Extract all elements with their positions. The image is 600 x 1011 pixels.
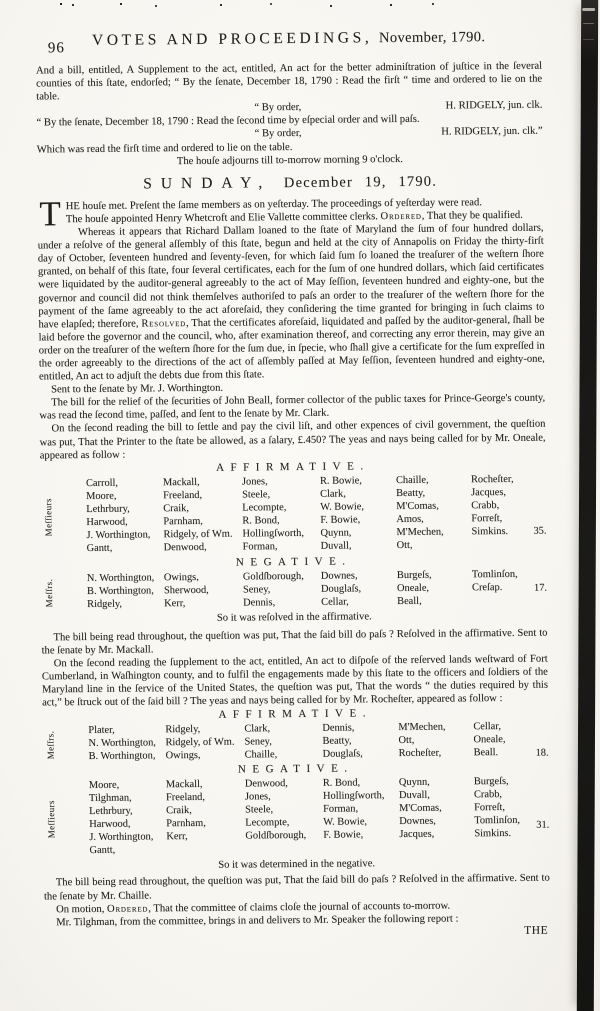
voter-name: Mackall, (162, 476, 200, 488)
voter-name: R. Bond, (242, 514, 280, 527)
voter-name: Steele, (242, 488, 271, 501)
vote1-neg-col-5 (397, 568, 472, 609)
session-date: December 19, 1790. (283, 173, 438, 191)
voter-name: J. Worthington, (86, 529, 151, 541)
vote2-neg-col-4 (323, 776, 400, 857)
vote2-aff-col-1 (88, 724, 165, 765)
voter-name: M'Comas, (396, 500, 439, 512)
voter-name: Lethrbury, (89, 805, 133, 818)
messieurs-label: Meſſieurs (43, 497, 54, 537)
voter-name: Dennis, (243, 596, 276, 609)
vote2-negative-heading: NEGATIVE. (237, 762, 354, 776)
voter-name: M'Mechen, (398, 721, 446, 734)
vote1-negative-table (41, 567, 547, 612)
text-run: Ordered (380, 210, 422, 223)
messrs-label: Meſſrs. (45, 731, 56, 761)
text-run: Ordered (106, 903, 149, 915)
voter-name: Carroll, (85, 477, 119, 489)
voter-name: Burgeſs, (396, 569, 432, 581)
voter-name: Duvall, (398, 790, 430, 802)
voter-name: Forreſt, (474, 802, 506, 814)
text-run: The houſe appointed Henry Whetcroft and Elie Vallette committee clerks. (65, 211, 381, 226)
vote1-affirmative-table (40, 472, 547, 557)
vote1-negative-heading: NEGATIVE. (235, 555, 352, 569)
voter-name: Hollingſworth, (242, 527, 304, 540)
voter-name: Amos, (396, 513, 424, 525)
page-content (36, 30, 551, 943)
spine-glint (582, 8, 595, 11)
voter-name: Tomlinſon, (474, 815, 521, 827)
catchword: THE (524, 924, 549, 937)
voter-name: Steele, (245, 804, 274, 816)
voter-name: Clark, (320, 488, 346, 500)
voter-name: Freeland, (163, 489, 203, 501)
voter-name: Denwood, (244, 778, 288, 790)
paragraph-tilghman-report: Mr. Tilghman, from the committee, brings in and delivers to Mr. Speaker the following report : (56, 913, 459, 929)
vote2-aff-col-4 (322, 721, 398, 762)
voter-name: W. Bowie, (323, 816, 368, 829)
voter-name: Simkins. (474, 828, 512, 840)
voter-name: Jones, (241, 475, 268, 488)
voter-name: Beall, (397, 595, 422, 607)
voter-name: Kerr, (166, 831, 188, 843)
vote2-neg-col-6 (474, 775, 521, 855)
voter-name: Lecompte, (242, 501, 287, 514)
paragraph-read-first-time: Which was read the firſt time and ordered to lie on the table. (36, 141, 293, 156)
voter-name: Crabb, (473, 789, 503, 801)
messrs-label: Meſſrs. (43, 578, 55, 608)
text-run: Whereas it appears that Richard Dallam loaned to the ſtate of Maryland the ſum of four hundred dollars, under a reſolve of the general aſſembly of this ſtate, begun and held at the city of Annapolis on Friday the thirty-firſt day of October, ſeventeen hundred and ſeventy-ſeven, for which ſaid ſum ſo loaned the treaſurer of the weſtern ſhore granted, on behalf of this ſtate, four ſeveral certificates, each for the ſum of one hundred dollars, which ſaid certificates were liquidated by the auditor-general agreeably to the act of May ſeſſion, ſeventeen hundred and eighty-one, but the governor and council did not think themſelves authoriſed to paſs an order to the treaſurer of the weſtern ſhore for the payment of the ſame agreeably to the act aforeſaid, they conſidering the time granted for bringing in ſuch claims to have elapſed; therefore, (37, 222, 545, 331)
voter-name: N. Worthington, (86, 572, 155, 584)
voter-name: Quynn, (398, 777, 430, 789)
voter-name: Ridgely, (165, 724, 201, 736)
voter-name: Douglaſs, (320, 583, 362, 595)
voter-name: Owings, (165, 750, 201, 762)
running-title-main: VOTES AND PROCEEDINGS, (91, 29, 373, 49)
voter-name: Chaille, (244, 749, 278, 761)
voter-name: M'Comas, (399, 802, 442, 815)
voter-name: Oneale, (473, 734, 506, 746)
voter-name: Rocheſter, (398, 747, 442, 760)
voter-name: Downes, (320, 570, 358, 582)
vote1-aff-col-4 (320, 474, 397, 555)
voter-name: Crabb, (471, 499, 500, 512)
voter-name: Forman, (323, 803, 359, 816)
voter-name: Kerr, (164, 597, 186, 609)
voter-name: F. Bowie, (320, 514, 361, 526)
vote2-aff-col-3 (244, 722, 322, 763)
voter-name: Ott, (398, 735, 415, 747)
paragraph-senate-second-reading: “ By the ſenate, December 18, 1790 : Read the ſecond time by eſpecial order and will paſs. (36, 114, 420, 129)
voter-name: Gantt, (89, 845, 116, 857)
vote1-neg-col-4 (321, 569, 397, 610)
drop-cap: T (39, 194, 61, 234)
vote1-neg-col-1 (87, 571, 164, 612)
voter-name: Ridgely, (87, 598, 123, 610)
by-order-label-2: “ By order, (254, 128, 302, 140)
vote1-neg-col-2 (164, 570, 243, 611)
voter-name: Beatty, (322, 735, 352, 748)
page-header (36, 30, 542, 61)
vote2-aff-col-2 (165, 723, 244, 764)
voter-name: Burgeſs, (473, 776, 509, 788)
paragraph-bill-supplement: And a bill, entitled, A Supplement to the act, entitled, An act for the better adminiſtration of juſtice in the ſeveral counties of this ſtate, endorſed; “ By the ſenate, December 18, 1790 : Read the firſt “ time and ordered to lie on the table. (35, 60, 543, 103)
voter-name: Beall. (473, 747, 499, 759)
voter-name: Clark, (244, 723, 271, 735)
paragraph-sent-worthington: Sent to the ſenate by Mr. J. Worthington. (51, 382, 224, 396)
voter-name: Moore, (86, 490, 117, 502)
paragraph-civil-list: On the ſecond reading the bill to ſettle and pay the civil liſt, and other expences of civil government, the queſtion was put, That the Printer to the ſtate be allowed, as a ſalary, £.450? The yeas and nays being called for by Mr. Oneale, appeared as follow : (39, 419, 546, 462)
voter-name: W. Bowie, (320, 501, 365, 513)
voter-name: Seney, (244, 736, 272, 748)
vote2-neg-col-3 (245, 777, 324, 858)
voter-name: Cellar, (473, 721, 501, 733)
voter-name: Duvall, (320, 540, 352, 552)
voter-name: J. Worthington, (89, 831, 154, 844)
voter-name: Ridgely, of Wm. (163, 528, 233, 540)
voter-name: Goldſborough, (245, 830, 307, 842)
voter-name: Craik, (166, 805, 192, 817)
paragraph-bill-pass-1: The bill being read throughout, the queſtion was put, That the ſaid bill do paſs ? Reſolved in the affirmative. Sent to the ſenate by Mr. Mackall. (41, 627, 548, 657)
voter-name: Hollingſworth, (322, 790, 385, 803)
voter-name: Quynn, (320, 527, 352, 539)
voter-name: Simkins. (471, 525, 509, 538)
page-number: 96 (47, 40, 65, 57)
voter-name: Rocheſter, (470, 473, 514, 486)
voter-name: Denwood, (163, 541, 207, 553)
vote2-affirmative-table (42, 720, 548, 765)
voter-name: R. Bowie, (319, 475, 362, 487)
vote1-aff-col-3 (242, 474, 321, 555)
voter-name: Freeland, (165, 792, 205, 804)
voter-name: B. Worthington, (86, 585, 154, 597)
text-run: , That the certificates aforeſaid, liquidated and paſſed by the auditor-general, ſhall be laid before the governor and the council, who, after examination thereof, and correcting any error therein, may give an order on the treaſurer of the weſtern ſhore for the ſum due, in ſpecie, who ſhall give a certificate for the ſum expreſſed in the order agreeably to the directions of the act of aſſembly paſſed at May ſeſſion, ſeventeen hundred and eighty-one, entitled, An act to adjuſt the debts due from this ſtate. (38, 314, 545, 383)
running-title (36, 30, 542, 50)
vote1-affirmative-count: 35. (533, 525, 547, 537)
text-run: Resolved (141, 317, 187, 330)
scan-specks (60, 3, 62, 5)
voter-name: Harwood, (89, 818, 131, 831)
paragraph-bill-pass-2: The bill being read throughout, the queſtion was put, That the ſaid bill do paſs ? Reſolved in the affirmative. Sent to the ſenate by Mr. Chaille. (43, 873, 550, 902)
vote2-affirmative-heading: AFFIRMATIVE. (218, 707, 372, 722)
session-day: SUNDAY, (143, 173, 272, 193)
voter-name: Forreſt, (471, 512, 503, 525)
vote2-neg-col-2 (166, 778, 246, 859)
vote1-neg-col-6 (472, 568, 518, 608)
vote1-aff-col-2 (163, 475, 243, 556)
vote1-affirmative-heading: AFFIRMATIVE. (216, 459, 370, 474)
voter-name: Dennis, (322, 722, 355, 735)
house-met-text: HE houſe met. Preſent the ſame members as on yeſterday. The proceedings of yeſterday were read. (65, 197, 482, 213)
voter-name: Lecompte, (245, 817, 290, 829)
paragraph-fort-cumberland: On the ſecond reading the ſupplement to the act, entitled, An act to diſpoſe of the reſerved lands weſtward of Fort Cumberland, in Waſhington county, and to fulfil the engagements made by this ſtate to the officers and ſoldiers of the Maryland line in the ſervice of the United States, the queſtion was put, That the words “ the duties required by this act,” be ſtruck out of the ſaid bill ? The yeas and nays being called for by Mr. Rocheſter, appeared as follow : (41, 653, 548, 709)
clerk-signature-2: H. RIDGELY, jun. clk.” (441, 126, 543, 139)
voter-name: Sherwood, (163, 584, 209, 596)
voter-name: Harwood, (86, 516, 128, 528)
voter-name: Douglaſs, (322, 748, 363, 761)
voter-name: Cellar, (321, 596, 349, 608)
voter-name: Owings, (163, 571, 199, 583)
voter-name: Downes, (399, 816, 436, 828)
paragraph-whereas-dallam (37, 222, 544, 384)
voter-name: N. Worthington, (88, 737, 156, 750)
voter-name: Mackall, (165, 779, 203, 791)
vote2-aff-col-6 (473, 720, 505, 760)
vote1-result: So it was reſolved in the affirmative. (216, 610, 372, 624)
voter-name: Oneale, (396, 582, 430, 594)
voter-name: M'Mechen, (396, 526, 444, 538)
text-run: On motion, (56, 903, 108, 915)
voter-name: Forman, (242, 540, 278, 553)
vote2-negative-count: 31. (536, 819, 550, 832)
session-heading (37, 173, 543, 193)
voter-name: Tomlinſon, (471, 568, 518, 581)
voter-name: Moore, (88, 780, 120, 792)
vote1-neg-col-3 (243, 569, 321, 610)
vote2-aff-col-5 (398, 721, 473, 762)
voter-name: Goldſborough, (242, 570, 304, 583)
vote2-neg-col-1 (89, 779, 167, 860)
book-spine-shadow (577, 0, 598, 1011)
voter-name: Jacques, (471, 486, 507, 499)
voter-name: F. Bowie, (323, 829, 364, 842)
voter-name: B. Worthington, (88, 750, 156, 763)
voter-name: Creſap. (471, 581, 503, 594)
paragraph-beall-relief: The bill for the relief of the ſecurities of John Beall, former collector of the public taxes for Prince-George's county, was read the ſecond time, paſſed, and ſent to the ſenate by Mr. Clark. (39, 392, 546, 422)
voter-name: Lethrbury, (86, 503, 130, 515)
vote2-affirmative-count: 18. (535, 747, 549, 760)
vote2-negative-table (43, 775, 550, 860)
vote2-result: So it was determined in the negative. (218, 858, 376, 872)
voter-name: Ott, (396, 539, 413, 551)
vote1-aff-col-1 (86, 476, 164, 557)
clerk-signature-1: H. RIDGELY, jun. clk. (445, 99, 543, 112)
messieurs-label: Meſſieurs (46, 800, 57, 839)
voter-name: Plater, (88, 725, 115, 737)
voter-name: Craik, (163, 502, 189, 514)
by-order-label-1: “ By order, (254, 102, 302, 114)
voter-name: Parnham, (166, 818, 206, 830)
running-title-date: November, 1790. (378, 29, 486, 47)
voter-name: Beatty, (396, 487, 426, 499)
text-run: , That the committee of claims cloſe the journal of accounts to-morrow. (148, 900, 451, 915)
paragraph-adjourn: The houſe adjourns till to-morrow morning 9 o'clock. (176, 153, 403, 167)
vote1-negative-count: 17. (533, 582, 548, 594)
voter-name: Gantt, (86, 542, 113, 554)
voter-name: Jones, (244, 791, 271, 803)
text-run: , That they be qualified. (421, 209, 523, 222)
vote2-neg-col-5 (399, 776, 475, 857)
voter-name: Tilghman, (88, 792, 132, 805)
voter-name: Jacques, (399, 829, 435, 841)
voter-name: R. Bond, (322, 777, 361, 790)
vote1-aff-col-6 (471, 473, 514, 553)
voter-name: Chaille, (395, 474, 429, 486)
voter-name: Ridgely, of Wm. (165, 736, 235, 749)
voter-name: Seney, (242, 583, 271, 596)
vote1-aff-col-5 (396, 473, 472, 554)
voter-name: Parnham, (163, 515, 203, 527)
